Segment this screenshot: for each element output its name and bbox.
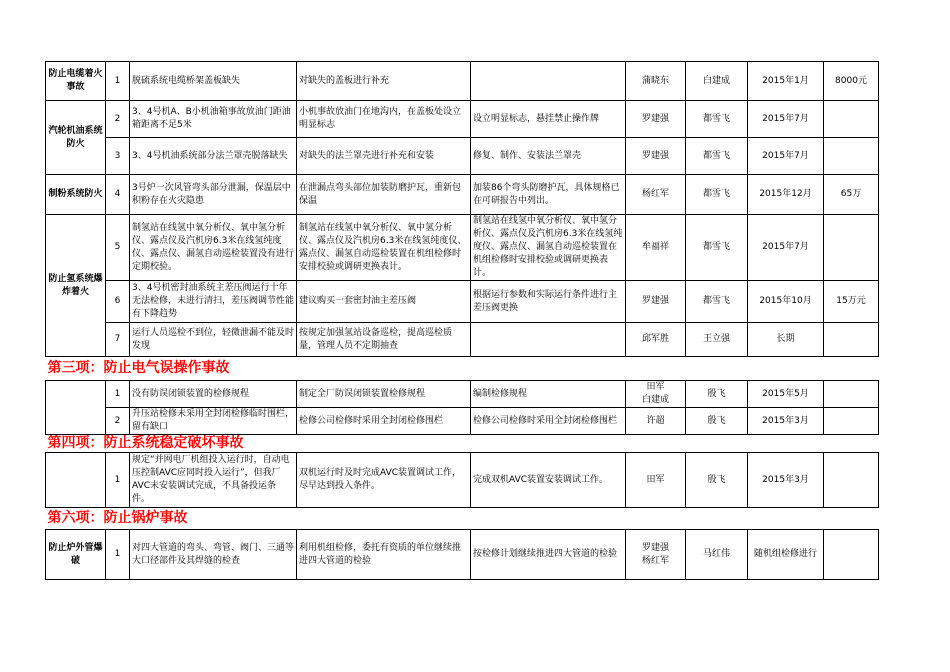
cost-cell [824, 138, 879, 175]
problem-cell: 制氢站在线氢中氧分析仪、氧中氢分析仪、露点仪及汽机房6.3米在线氢纯度仪、露点仪、漏氢自动巡检装置没有进行定期校验。 [130, 215, 297, 281]
responsible-person-cell: 田军 [626, 453, 686, 508]
responsible-person-cell: 邱军胜 [626, 323, 686, 357]
problem-cell: 3、4号机密封油系统主差压阀运行十年无法检修，未进行清扫，差压阀调节性能有下降趋势 [130, 281, 297, 323]
supervisor-cell: 都雪飞 [686, 215, 748, 281]
measure-cell: 检修公司检修时采用全封闭检修围栏 [297, 408, 471, 435]
progress-cell [471, 62, 626, 101]
responsible-person-cell: 许超 [626, 408, 686, 435]
table-row [46, 175, 879, 215]
supervisor-cell: 殷飞 [686, 408, 748, 435]
cost-cell [824, 101, 879, 138]
deadline-cell: 2015年7月 [748, 215, 824, 281]
table-row [46, 453, 879, 508]
progress-cell: 按检修计划继续推进四大管道的检验 [471, 530, 626, 580]
responsible-person-cell: 田军 白建成 [626, 381, 686, 408]
progress-cell: 检修公司检修时采用全封闭检修围栏 [471, 408, 626, 435]
section-title: 第六项：防止锅炉事故 [46, 508, 879, 530]
item-number: 4 [106, 175, 130, 215]
category-cell: 制粉系统防火 [46, 175, 106, 215]
table-row [46, 381, 879, 408]
measure-cell: 对缺失的盖板进行补充 [297, 62, 471, 101]
progress-cell: 设立明显标志，悬挂禁止操作牌 [471, 101, 626, 138]
deadline-cell: 2015年10月 [748, 281, 824, 323]
category-cell [46, 381, 106, 435]
cost-cell [824, 453, 879, 508]
cost-cell: 15万元 [824, 281, 879, 323]
problem-cell: 3、4号机油系统部分法兰罩壳脱落缺失 [130, 138, 297, 175]
table-row [46, 215, 879, 281]
section-heading-row [46, 357, 879, 381]
measure-cell: 制定全厂防误闭锁装置检修规程 [297, 381, 471, 408]
item-number: 1 [106, 453, 130, 508]
problem-cell: 升压站检修未采用全封闭检修临时围栏，留有缺口 [130, 408, 297, 435]
problem-cell: 3号炉一次风管弯头部分泄漏，保温层中积粉存在火灾隐患 [130, 175, 297, 215]
category-cell: 汽轮机油系统防火 [46, 101, 106, 175]
item-number: 3 [106, 138, 130, 175]
cost-cell: 65万 [824, 175, 879, 215]
cost-cell [824, 408, 879, 435]
progress-cell: 加装86个弯头防磨护瓦，具体规格已在可研报告中列出。 [471, 175, 626, 215]
supervisor-cell: 殷飞 [686, 381, 748, 408]
progress-cell: 制氢站在线氢中氧分析仪、氧中氢分析仪、露点仪及汽机房6.3米在线氢纯度仪、露点仪、漏氢自动巡检装置在机组检修时安排校验或调研更换表计。 [471, 215, 626, 281]
deadline-cell: 2015年5月 [748, 381, 824, 408]
problem-cell: 运行人员巡检不到位，轻微泄漏不能及时发现 [130, 323, 297, 357]
category-cell: 防止电缆着火事故 [46, 62, 106, 101]
responsible-person-cell: 罗建强 杨红军 [626, 530, 686, 580]
responsible-person-cell: 罗建强 [626, 101, 686, 138]
measure-cell: 在泄漏点弯头部位加装防磨护瓦，重新包保温 [297, 175, 471, 215]
deadline-cell: 2015年3月 [748, 408, 824, 435]
table-row [46, 101, 879, 138]
section-heading-row [46, 435, 879, 453]
supervisor-cell: 都雪飞 [686, 175, 748, 215]
deadline-cell: 长期 [748, 323, 824, 357]
measure-cell: 利用机组检修，委托有资质的单位继续推进四大管道的检验 [297, 530, 471, 580]
item-number: 1 [106, 381, 130, 408]
safety-measures-table [45, 61, 879, 580]
progress-cell: 根据运行参数和实际运行条件进行主差压阀更换 [471, 281, 626, 323]
cost-cell [824, 381, 879, 408]
category-cell [46, 453, 106, 508]
section-heading-row [46, 508, 879, 530]
measure-cell: 制氢站在线氢中氧分析仪、氧中氢分析仪、露点仪及汽机房6.3米在线氢纯度仪、露点仪、漏氢自动巡检装置在机组检修时安排校验或调研更换表计。 [297, 215, 471, 281]
measure-cell: 对缺失的法兰罩壳进行补充和安装 [297, 138, 471, 175]
item-number: 1 [106, 530, 130, 580]
item-number: 1 [106, 62, 130, 101]
measure-cell: 建议购买一套密封油主差压阀 [297, 281, 471, 323]
deadline-cell: 2015年1月 [748, 62, 824, 101]
item-number: 5 [106, 215, 130, 281]
measure-cell: 小机事故放油门在地沟内，在盖板处设立明显标志 [297, 101, 471, 138]
deadline-cell: 2015年7月 [748, 138, 824, 175]
progress-cell: 编制检修规程 [471, 381, 626, 408]
table-row [46, 323, 879, 357]
deadline-cell: 2015年12月 [748, 175, 824, 215]
item-number: 6 [106, 281, 130, 323]
progress-cell: 修复、制作、安装法兰罩壳 [471, 138, 626, 175]
table-row [46, 138, 879, 175]
supervisor-cell: 都雪飞 [686, 281, 748, 323]
category-cell: 防止氢系统爆炸着火 [46, 215, 106, 357]
table-row [46, 530, 879, 580]
table-row [46, 62, 879, 101]
problem-cell: 对四大管道的弯头、弯管、阀门、三通等大口径部件及其焊缝的检查 [130, 530, 297, 580]
supervisor-cell: 都雪飞 [686, 101, 748, 138]
responsible-person-cell: 蒲晓东 [626, 62, 686, 101]
deadline-cell: 随机组检修进行 [748, 530, 824, 580]
cost-cell [824, 530, 879, 580]
problem-cell: 3、4号机A、B小机油箱事故放油门距油箱距离不足5米 [130, 101, 297, 138]
supervisor-cell: 马红伟 [686, 530, 748, 580]
supervisor-cell: 都雪飞 [686, 138, 748, 175]
problem-cell: 脱硫系统电缆桥架盖板缺失 [130, 62, 297, 101]
item-number: 7 [106, 323, 130, 357]
measure-cell: 双机运行时及时完成AVC装置调试工作，尽早达到投入条件。 [297, 453, 471, 508]
responsible-person-cell: 罗建强 [626, 138, 686, 175]
section-title: 第四项：防止系统稳定破坏事故 [46, 435, 879, 453]
progress-cell: 完成双机AVC装置安装调试工作。 [471, 453, 626, 508]
measure-cell: 按规定加强氢站设备巡检，提高巡检质量，管理人员不定期抽查 [297, 323, 471, 357]
cost-cell [824, 215, 879, 281]
category-cell: 防止炉外管爆破 [46, 530, 106, 580]
cost-cell [824, 323, 879, 357]
problem-cell: 没有防误闭锁装置的检修规程 [130, 381, 297, 408]
item-number: 2 [106, 408, 130, 435]
problem-cell: 规定“并网电厂机组投入运行时，自动电压控制AVC应同时投入运行”，但我厂AVC未安装调试完成，不具备投运条件。 [130, 453, 297, 508]
responsible-person-cell: 牟福祥 [626, 215, 686, 281]
item-number: 2 [106, 101, 130, 138]
section-title: 第三项：防止电气误操作事故 [46, 357, 879, 381]
supervisor-cell: 白建成 [686, 62, 748, 101]
responsible-person-cell: 杨红军 [626, 175, 686, 215]
supervisor-cell: 王立强 [686, 323, 748, 357]
responsible-person-cell: 罗建强 [626, 281, 686, 323]
table-row [46, 281, 879, 323]
deadline-cell: 2015年7月 [748, 101, 824, 138]
deadline-cell: 2015年3月 [748, 453, 824, 508]
supervisor-cell: 殷飞 [686, 453, 748, 508]
progress-cell [471, 323, 626, 357]
cost-cell: 8000元 [824, 62, 879, 101]
table-row [46, 408, 879, 435]
